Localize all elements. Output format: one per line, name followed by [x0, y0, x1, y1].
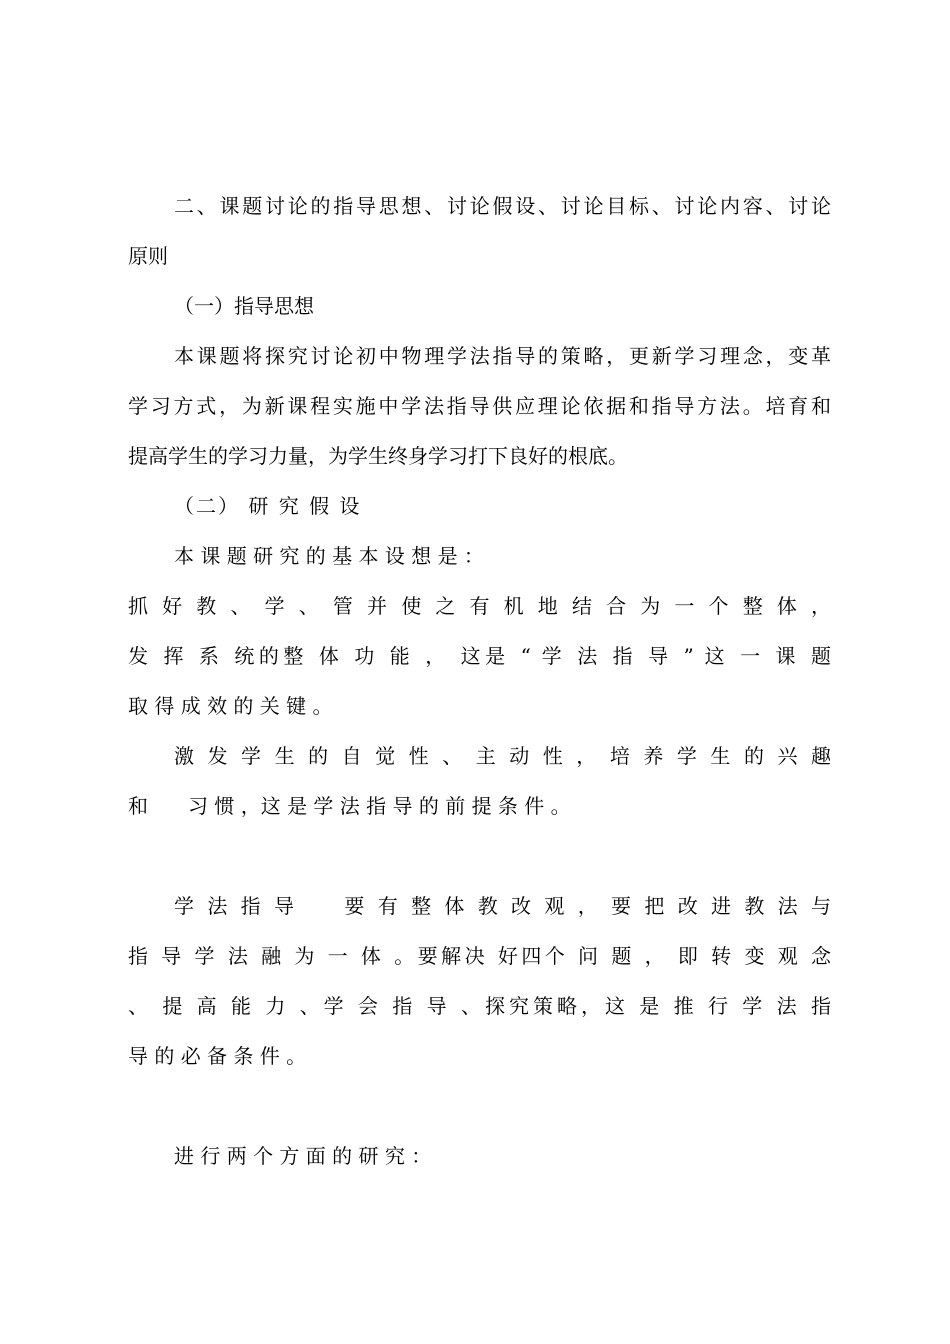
- paragraph-4-line-4: 导 的 必 备 条 件 。: [128, 1044, 307, 1068]
- paragraph-4-line-3: 、 提 高 能 力 、学 会 指 导 、探究策略，这 是 推 行 学 法 指: [128, 994, 831, 1018]
- section-heading-line-1: 二、课题讨论的指导思想、讨论假设、讨论目标、讨论内容、讨论: [174, 194, 831, 218]
- paragraph-2-line-4: 取 得 成 效 的 关 键 。: [128, 694, 333, 718]
- paragraph-1-line-2: 学习方式，为新课程实施中学法指导供应理论依据和指导方法。培育和: [128, 394, 831, 418]
- subsection-heading-guiding-thought: （一）指导思想: [174, 294, 314, 318]
- subsection-heading-research-hypothesis: （二） 研 究 假 设: [174, 494, 362, 518]
- paragraph-1-line-1: 本课题将探究讨论初中物理学法指导的策略，更新学习理念，变革: [174, 344, 831, 368]
- paragraph-3-line-1: 激 发 学 生 的 自 觉 性 、 主 动 性 ， 培 养 学 生 的 兴 趣: [174, 744, 831, 768]
- paragraph-4-line-2: 指 导 学 法 融 为 一 体 。要解决 好四个 问 题 ， 即 转 变 观 念: [128, 944, 831, 968]
- paragraph-3-line-2: 和 习 惯 ，这 是 学 法 指 导 的 前 提 条 件 。: [128, 794, 571, 818]
- paragraph-5-line-1: 进 行 两 个 方 面 的 研 究 ：: [174, 1144, 432, 1168]
- paragraph-2-line-3: 发 挥 系 统的整 体 功 能 ， 这是 “ 学 法 指 导 ” 这 一 课 题: [128, 644, 831, 668]
- paragraph-2-line-2: 抓 好 教 、 学 、 管 并 使 之 有 机 地 结 合 为 一 个 整 体 ，: [128, 594, 831, 618]
- section-heading-line-2: 原则: [128, 244, 168, 268]
- paragraph-2-line-1: 本 课 题 研 究 的 基 本 设 想 是 ：: [174, 544, 484, 568]
- paragraph-1-line-3: 提高学生的学习力量，为学生终身学习打下良好的根底。: [128, 444, 628, 468]
- paragraph-4-line-1: 学 法 指 导 要 有 整 体 教 改 观 ， 要 把 改 进 教 法 与: [174, 894, 831, 918]
